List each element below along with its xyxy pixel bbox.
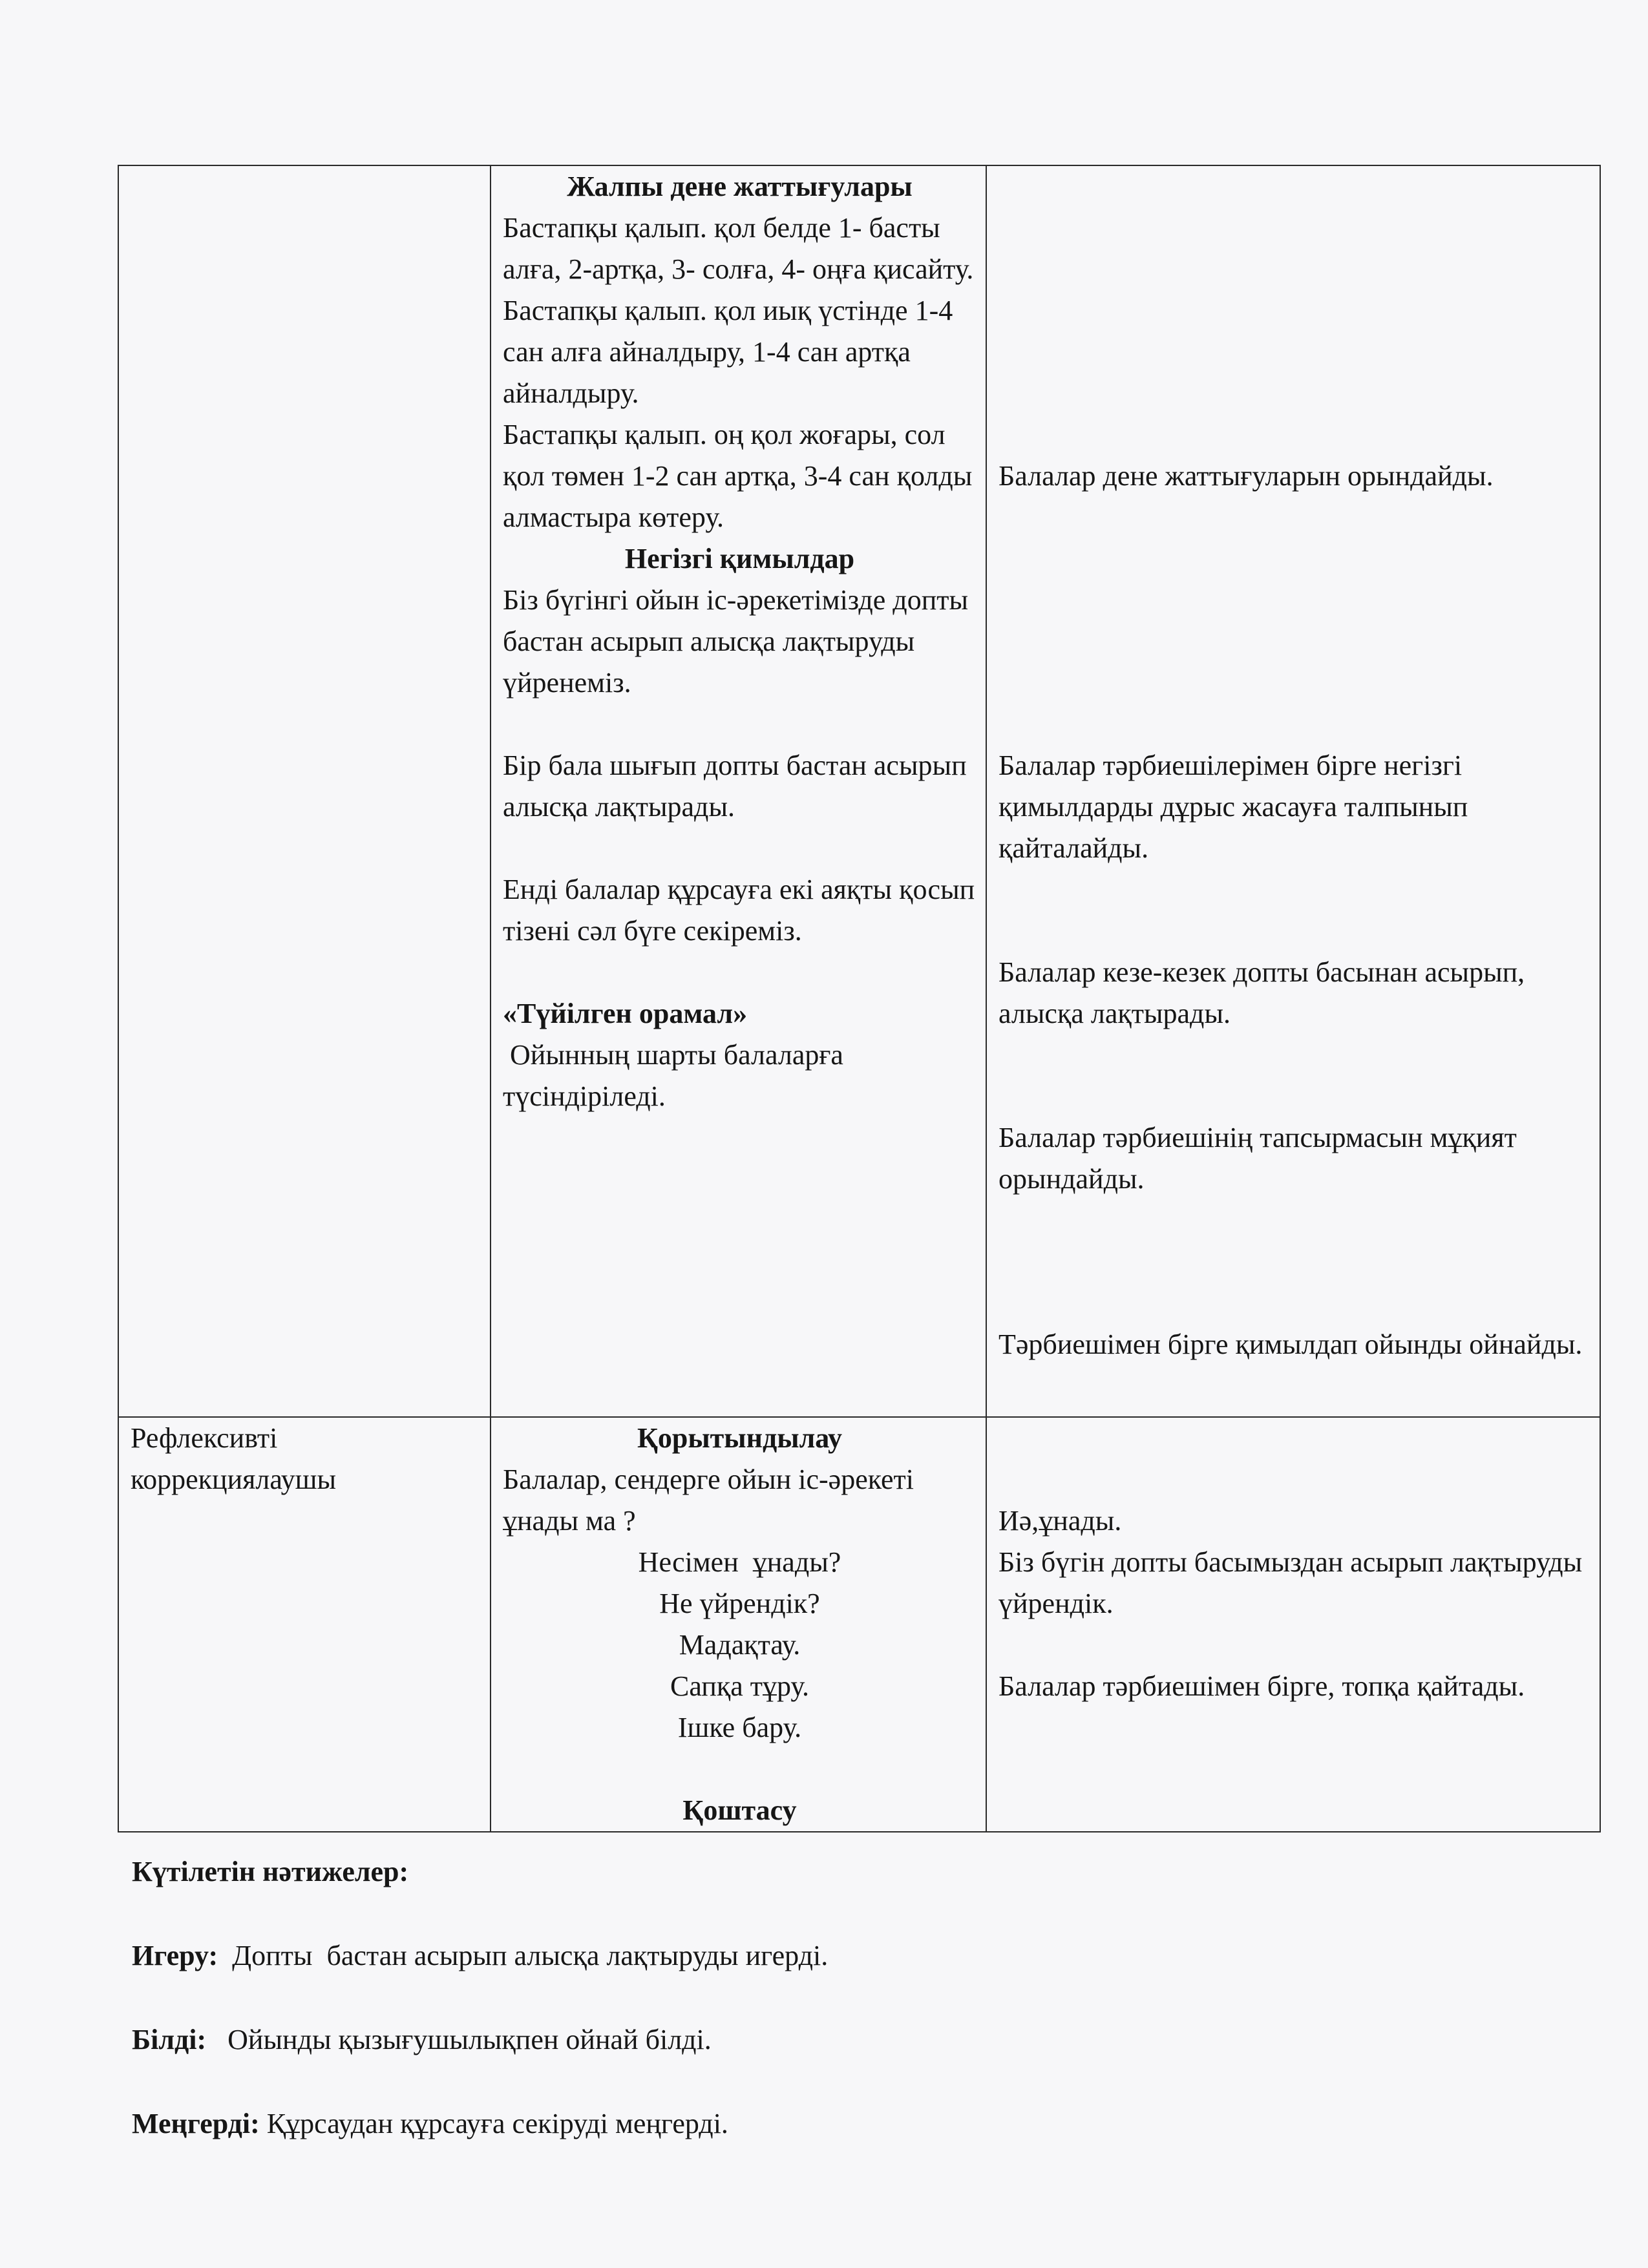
children-activity-cell <box>986 1417 1600 1832</box>
exercise-text: Бастапқы қалып. қол иық үстінде 1-4 сан алға айналдыру, 1-4 сан артқа айналдыру. <box>503 295 960 409</box>
stage-cell <box>118 1417 491 1832</box>
teacher-activity-cell <box>491 165 986 1417</box>
response-text: Балалар кезе-кезек допты басынан асырып, алысқа лақтырады. <box>998 956 1532 1029</box>
children-activity-cell <box>986 165 1600 1417</box>
question-text: Ішке бару. <box>677 1712 802 1743</box>
game-title: «Түйілген орамал» <box>503 998 748 1029</box>
result-label: Меңгерді: <box>132 2108 260 2139</box>
result-text: Ойынды қызығушылықпен ойнай білді. <box>206 2024 712 2055</box>
paragraph: Бір бала шығып допты бастан асырып алысқа лақтырады. <box>503 750 974 823</box>
answer-text: Біз бүгін допты басымыздан асырып лақтыруды үйрендік. <box>998 1546 1590 1619</box>
response-text: Балалар тәрбиешінің тапсырмасын мұқият орындайды. <box>998 1122 1524 1195</box>
table-row <box>118 165 1600 1417</box>
section-heading: Қорытындылау <box>637 1422 843 1454</box>
response-text: Балалар тәрбиешілерімен бірге негізгі қимылдарды дұрыс жасауға талпынып қайталайды. <box>998 750 1475 864</box>
stage-label: Рефлексивті коррекциялаушы <box>131 1422 337 1495</box>
result-label: Игеру: <box>132 1940 218 1971</box>
section-heading: Жалпы дене жаттығулары <box>567 171 913 202</box>
question-text: Не үйрендік? <box>659 1588 820 1619</box>
result-text: Допты бастан асырып алысқа лақтыруды игерді. <box>218 1940 829 1971</box>
exercise-text: Бастапқы қалып. оң қол жоғары, сол қол төмен 1-2 сан артқа, 3-4 сан қолды алмастыра көтеру. <box>503 419 980 533</box>
farewell-heading: Қоштасу <box>682 1794 797 1826</box>
response-text: Тәрбиешімен бірге қимылдап ойынды ойнайды. <box>998 1328 1583 1360</box>
response-text: Балалар дене жаттығуларын орындайды. <box>998 460 1494 492</box>
question-text: Несімен ұнады? <box>638 1546 841 1578</box>
paragraph: Біз бүгінгі ойын іс-әрекетімізде допты бастан асырып алысқа лақтыруды үйренеміз. <box>503 584 976 698</box>
section-heading: Негізгі қимылдар <box>624 543 855 574</box>
result-item <box>132 2019 1554 2061</box>
question-text: Мадақтау. <box>679 1629 801 1661</box>
lesson-table <box>118 165 1601 1832</box>
expected-results <box>132 1851 1554 2145</box>
exercise-text: Бастапқы қалып. қол белде 1- басты алға, 2-артқа, 3- солға, 4- оңға қисайту. <box>503 212 974 285</box>
stage-cell <box>118 165 491 1417</box>
question-text: Сапқа тұру. <box>670 1670 809 1702</box>
result-label: Білді: <box>132 2024 207 2055</box>
question-text: Балалар, сендерге ойын іс-әрекеті ұнады ма ? <box>503 1464 921 1537</box>
game-description: Ойынның шарты балаларға түсіндіріледі. <box>503 1039 850 1112</box>
result-text: Құрсаудан құрсауға секіруді меңгерді. <box>259 2108 728 2139</box>
answer-text: Балалар тәрбиешімен бірге, топқа қайтады. <box>998 1670 1525 1702</box>
paragraph: Енді балалар құрсауға екі аяқты қосып тізені сәл бүге секіреміз. <box>503 874 982 947</box>
result-item <box>132 1935 1554 1977</box>
table-row <box>118 1417 1600 1832</box>
result-item <box>132 2103 1554 2145</box>
results-heading: Күтілетін нәтижелер: <box>132 1856 409 1887</box>
teacher-activity-cell <box>491 1417 986 1832</box>
answer-text: Иә,ұнады. <box>998 1505 1122 1537</box>
